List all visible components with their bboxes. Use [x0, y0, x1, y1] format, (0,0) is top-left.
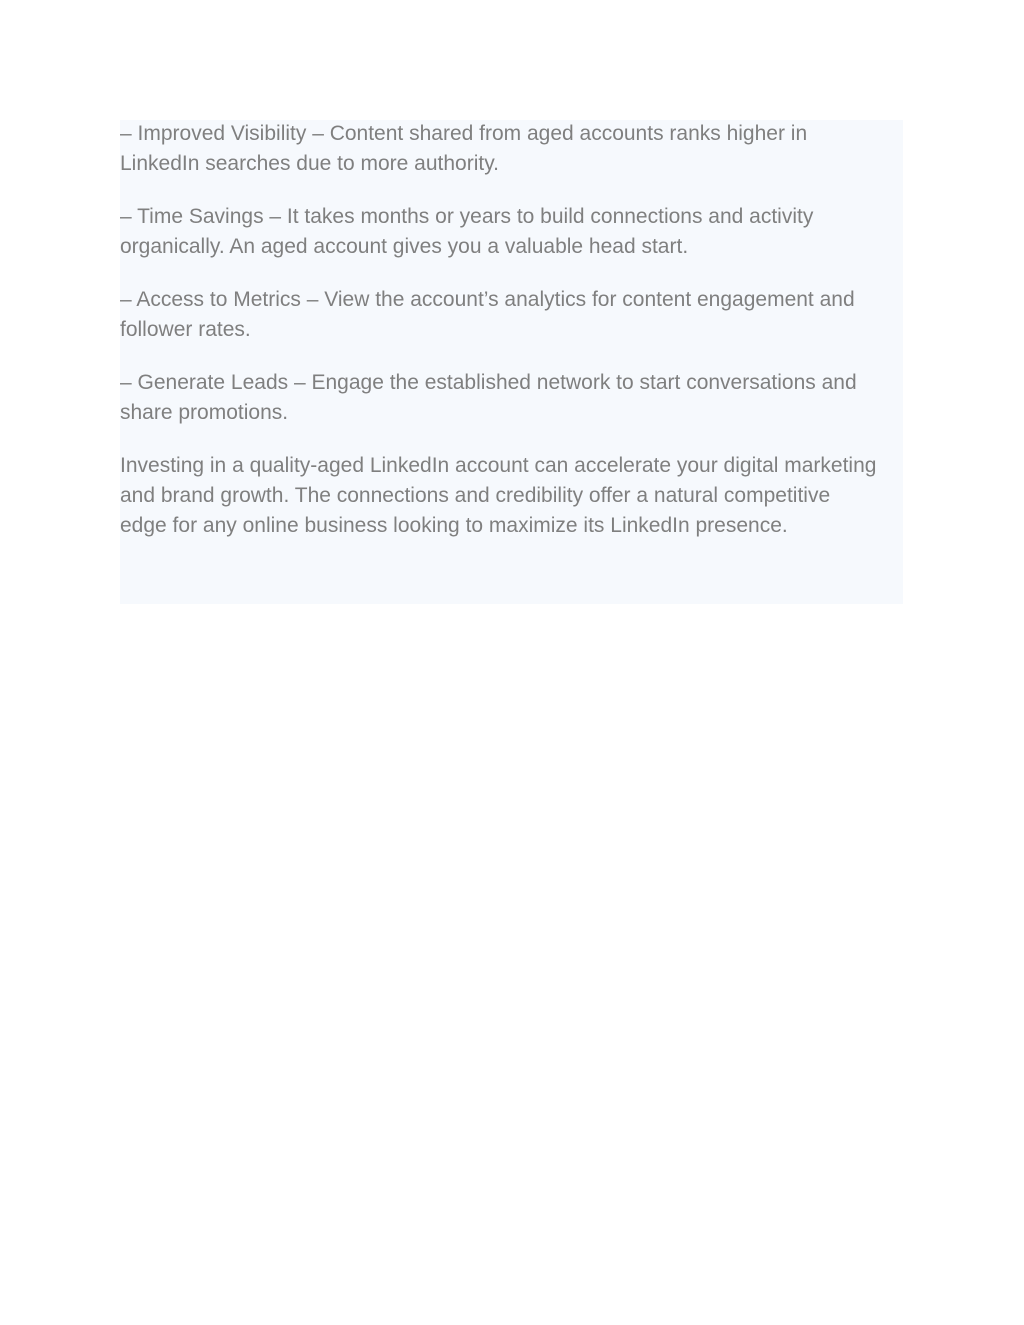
paragraph-access-to-metrics: – Access to Metrics – View the account’s analytics for content engagement and follower rates.	[120, 288, 855, 341]
content-box	[120, 120, 903, 604]
paragraph-time-savings: – Time Savings – It takes months or years to build connections and activity organically. An aged account gives you a valuable head start.	[120, 205, 814, 258]
paragraph-generate-leads: – Generate Leads – Engage the established network to start conversations and share promotions.	[120, 371, 857, 424]
paragraph-conclusion: Investing in a quality-aged LinkedIn account can accelerate your digital marketing and brand growth. The connections and credibility offer a natural competitive edge for any online business looking to maximize its LinkedIn presence.	[120, 454, 877, 537]
paragraph-improved-visibility: – Improved Visibility – Content shared from aged accounts ranks higher in LinkedIn searches due to more authority.	[120, 122, 808, 175]
